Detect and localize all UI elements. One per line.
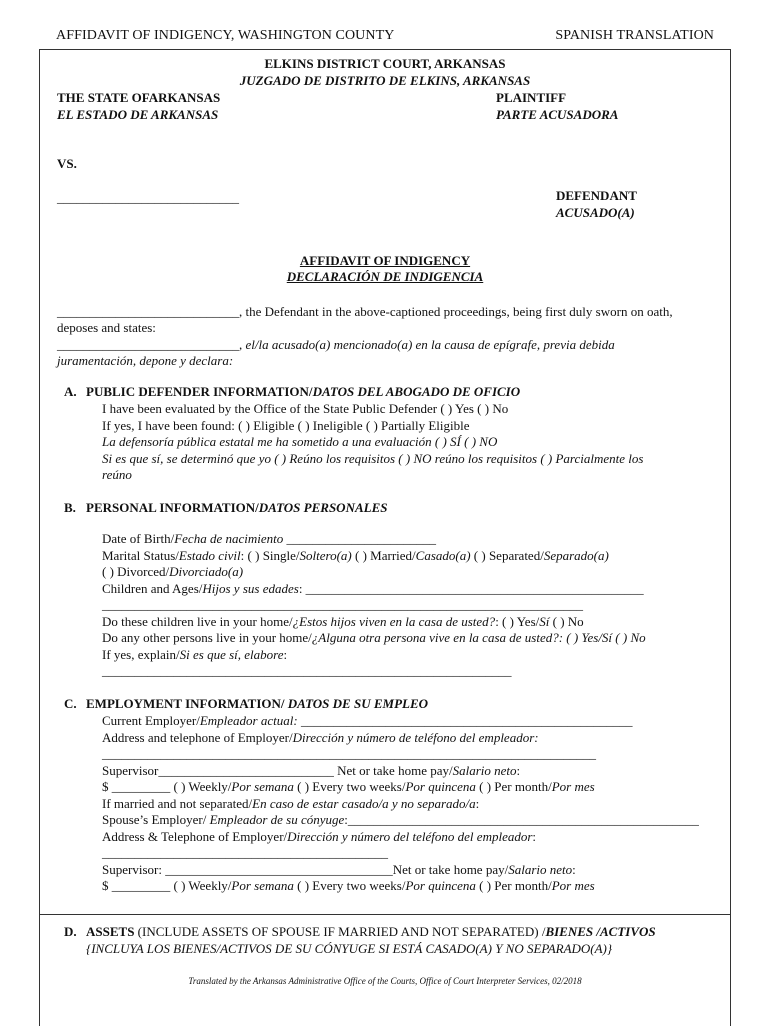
section-d-note-es: {INCLUYA LOS BIENES/ACTIVOS DE SU CÓNYUGE SI ESTÁ CASADO(A) Y NO SEPARADO(A)}: [86, 941, 613, 956]
other-persons-label-es[interactable]: ¿Alguna otra persona vive en la casa de usted?: ( ) Yes/Sí ( ) No: [311, 630, 646, 645]
spouse-pay-frequency-row[interactable]: [102, 878, 595, 894]
section-a-title: [86, 384, 520, 400]
defendant-name-field[interactable]: ____________________________: [57, 190, 239, 205]
single-option[interactable]: : ( ) Single/: [240, 548, 300, 563]
date-of-birth-field[interactable]: [102, 531, 436, 547]
pay-weekly[interactable]: $ _________ ( ) Weekly/: [102, 779, 232, 794]
explain-label-es: Si es que sí, elabore: [179, 647, 284, 662]
spouse-pay-monthly-es: Por mes: [551, 878, 595, 893]
children-label: Children and Ages/: [102, 581, 203, 596]
current-employer-line[interactable]: ___________________________________________________: [297, 713, 633, 728]
public-defender-eligibility-es[interactable]: Si es que sí, se determinó que yo ( ) Reúno los requisitos ( ) NO reúno los requisitos ( ) Parcialmente los: [102, 451, 644, 466]
spouse-address-label: Address & Telephone of Employer/: [102, 829, 288, 844]
header-right-title: SPANISH TRANSLATION: [555, 28, 714, 43]
spouse-pay-weekly[interactable]: $ _________ ( ) Weekly/: [102, 878, 232, 893]
pay-monthly[interactable]: ( ) Per month/: [475, 779, 552, 794]
divorced-option-es: Divorciado(a): [169, 564, 244, 579]
spouse-supervisor-label[interactable]: Supervisor: ___________________________________Net or take home pay/: [102, 862, 509, 877]
section-a-letter: A.: [64, 384, 77, 399]
colon: :: [532, 829, 537, 844]
section-d-title-note: (INCLUDE ASSETS OF SPOUSE IF MARRIED AND NOT SEPARATED) /: [134, 924, 546, 939]
plaintiff-es: PARTE ACUSADORA: [496, 107, 619, 122]
children-live-no[interactable]: ( ) No: [549, 614, 584, 629]
explain-line[interactable]: _______________________________________________________________: [102, 663, 512, 678]
supervisor-pay-field[interactable]: [102, 763, 520, 779]
pay-weekly-es: Por semana: [231, 779, 294, 794]
form-main-box: [39, 49, 731, 915]
spouse-supervisor-pay-field[interactable]: [102, 862, 576, 878]
explain-field[interactable]: [102, 647, 287, 663]
current-employer-label-es: Empleador actual:: [199, 713, 298, 728]
court-name-en: ELKINS DISTRICT COURT, ARKANSAS: [264, 56, 506, 71]
children-live-home[interactable]: [102, 614, 584, 630]
married-label: If married and not separated/: [102, 796, 253, 811]
section-b-title-es: DATOS PERSONALES: [258, 500, 388, 515]
dob-label: Date of Birth/: [102, 531, 175, 546]
dob-label-es: Fecha de nacimiento: [174, 531, 284, 546]
single-option-es: Soltero(a): [299, 548, 352, 563]
section-b-letter: B.: [64, 500, 76, 515]
spouse-pay-biweekly-es: Por quincena: [405, 878, 476, 893]
pay-biweekly[interactable]: ( ) Every two weeks/: [293, 779, 406, 794]
pay-monthly-es: Por mes: [551, 779, 595, 794]
affidavit-title-en: AFFIDAVIT OF INDIGENCY: [299, 253, 471, 268]
intro-line-en-2: deposes and states:: [57, 320, 156, 335]
section-c-title-en: EMPLOYMENT INFORMATION/: [86, 696, 288, 711]
pay-biweekly-es: Por quincena: [405, 779, 476, 794]
court-name-es: JUZGADO DE DISTRITO DE ELKINS, ARKANSAS: [239, 73, 531, 88]
current-employer-label: Current Employer/: [102, 713, 200, 728]
affidavit-title-es: DECLARACIÓN DE INDIGENCIA: [286, 269, 484, 284]
section-d-title: [86, 924, 656, 940]
defendant-es: ACUSADO(A): [556, 205, 635, 220]
defendant-en: DEFENDANT: [556, 188, 637, 203]
state-es: EL ESTADO DE ARKANSAS: [57, 107, 219, 122]
plaintiff-en: PLAINTIFF: [496, 90, 567, 105]
section-b-title-en: PERSONAL INFORMATION/: [86, 500, 259, 515]
dob-line[interactable]: _______________________: [283, 531, 436, 546]
intro-line-es-1: ____________________________, el/la acusado(a) mencionado(a) en la causa de epígrafe, previa debida: [57, 337, 615, 352]
divorced-option-row[interactable]: [102, 564, 243, 580]
separated-option-es: Separado(a): [543, 548, 609, 563]
children-label-es: Hijos y sus edades: [202, 581, 299, 596]
assets-box: [39, 914, 731, 1026]
colon: :: [475, 796, 480, 811]
explain-colon: :: [283, 647, 288, 662]
spouse-pay-monthly[interactable]: ( ) Per month/: [475, 878, 552, 893]
spouse-pay-weekly-es: Por semana: [231, 878, 294, 893]
section-c-title-es: DATOS DE SU EMPLEO: [287, 696, 429, 711]
section-c-letter: C.: [64, 696, 77, 711]
employer-address-label-row: [102, 730, 539, 746]
children-line[interactable]: : ____________________________________________________: [298, 581, 644, 596]
married-option[interactable]: ( ) Married/: [351, 548, 416, 563]
section-b-title: [86, 500, 387, 516]
supervisor-label[interactable]: Supervisor___________________________ Net or take home pay/: [102, 763, 453, 778]
married-label-es: En caso de estar casado/a y no separado/a: [252, 796, 476, 811]
married-option-es: Casado(a): [415, 548, 471, 563]
public-defender-evaluated[interactable]: I have been evaluated by the Office of the State Public Defender ( ) Yes ( ) No: [102, 401, 509, 416]
explain-label: If yes, explain/: [102, 647, 180, 662]
marital-label: Marital Status/: [102, 548, 179, 563]
colon: :: [572, 862, 576, 877]
children-live-label-es: ¿Estos hijos viven en la casa de usted?: [292, 614, 496, 629]
married-not-separated-label: [102, 796, 479, 812]
document-header: [56, 28, 714, 44]
employer-address-line[interactable]: ____________________________________________________________________________: [102, 746, 596, 761]
children-ages-line-2[interactable]: __________________________________________________________________________: [102, 597, 583, 612]
header-left-title: AFFIDAVIT OF INDIGENCY, WASHINGTON COUNTY: [56, 28, 395, 43]
section-c-title: [86, 696, 428, 712]
public-defender-eligibility-es-cont: reúno: [102, 467, 132, 482]
intro-line-es-2: juramentación, depone y declara:: [57, 353, 234, 368]
divorced-option[interactable]: ( ) Divorced/: [102, 564, 170, 579]
spouse-employer-label: Spouse’s Employer/: [102, 812, 210, 827]
spouse-employer-field[interactable]: [102, 812, 699, 828]
spouse-address-line[interactable]: ____________________________________________: [102, 845, 388, 860]
public-defender-eligibility[interactable]: If yes, I have been found: ( ) Eligible ( ) Ineligible ( ) Partially Eligible: [102, 418, 470, 433]
employer-address-label: Address and telephone of Employer/: [102, 730, 293, 745]
children-live-yes[interactable]: : ( ) Yes/: [495, 614, 540, 629]
versus-label: VS.: [57, 156, 77, 171]
marital-label-es: Estado civil: [178, 548, 241, 563]
public-defender-evaluated-es[interactable]: La defensoría pública estatal me ha sometido a una evaluación ( ) SÍ ( ) NO: [102, 434, 498, 449]
intro-line-en-1: ____________________________, the Defendant in the above-captioned proceedings, being first duly sworn on oath,: [57, 304, 673, 319]
children-ages-field[interactable]: [102, 581, 644, 597]
colon: :: [516, 763, 521, 778]
spouse-salario-neto-label: Salario neto: [508, 862, 573, 877]
employer-address-label-es: Dirección y número de teléfono del empleador:: [292, 730, 539, 745]
separated-option[interactable]: ( ) Separated/: [470, 548, 544, 563]
section-d-letter: D.: [64, 924, 77, 939]
spouse-employer-address-label: [102, 829, 536, 845]
salario-neto-label: Salario neto: [452, 763, 517, 778]
marital-status-field[interactable]: [102, 548, 609, 564]
section-a-title-es: DATOS DEL ABOGADO DE OFICIO: [312, 384, 521, 399]
section-d-title-en: ASSETS: [86, 924, 135, 939]
spouse-address-label-es: Dirección y número del teléfono del empleador: [287, 829, 533, 844]
spouse-employer-label-es: Empleador de su cónyuge: [209, 812, 345, 827]
translation-footer: Translated by the Arkansas Administrative Office of the Courts, Office of Court Interpreter Services, 02/2018: [188, 976, 582, 986]
current-employer-field[interactable]: [102, 713, 632, 729]
other-persons-label: Do any other persons live in your home/: [102, 630, 312, 645]
section-a-title-en: PUBLIC DEFENDER INFORMATION/: [86, 384, 313, 399]
section-d-title-es: BIENES /ACTIVOS: [545, 924, 656, 939]
other-persons-home[interactable]: [102, 630, 646, 646]
spouse-pay-biweekly[interactable]: ( ) Every two weeks/: [293, 878, 406, 893]
children-live-si: Sí: [539, 614, 550, 629]
state-en: THE STATE OFARKANSAS: [57, 90, 221, 105]
children-live-label: Do these children live in your home/: [102, 614, 293, 629]
pay-frequency-row[interactable]: [102, 779, 595, 795]
spouse-employer-line[interactable]: :______________________________________________________: [344, 812, 699, 827]
